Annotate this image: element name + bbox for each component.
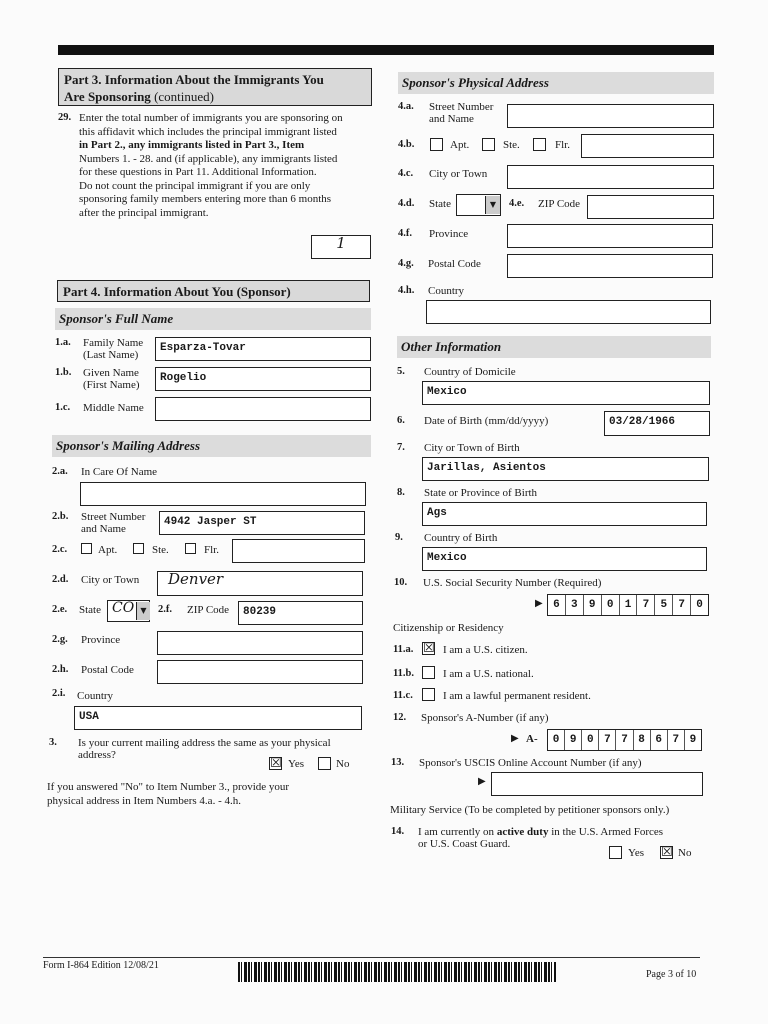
city-birth-label: City or Town of Birth [424, 442, 520, 454]
q29-total-input[interactable]: 1 [311, 235, 371, 259]
part3-heading-rest: (continued) [150, 89, 214, 104]
country-label: Country [77, 690, 114, 702]
state-birth-label: State or Province of Birth [424, 487, 538, 499]
physical-city-input[interactable] [507, 165, 714, 189]
q2e-number: 2.e. [52, 604, 68, 615]
q3-no-checkbox[interactable] [318, 757, 331, 770]
q2h-number: 2.h. [52, 664, 69, 675]
city-label: City or Town [81, 574, 140, 586]
apt-label: Apt. [98, 544, 118, 556]
mailing-city-input[interactable]: Denver [157, 571, 363, 596]
anumber-digit: 8 [634, 730, 651, 750]
anumber-digit: 7 [599, 730, 616, 750]
ssn-digit: 7 [673, 595, 691, 615]
ssn-digit: 0 [602, 595, 620, 615]
q4c-number: 4.c. [398, 168, 414, 179]
physical-city-label: City or Town [429, 168, 488, 180]
anumber-label: Sponsor's A-Number (if any) [421, 712, 549, 724]
q2c-number: 2.c. [52, 544, 68, 555]
q2b-number: 2.b. [52, 511, 69, 522]
q14-line1-bold: active duty [496, 826, 549, 838]
street-label-1: Street Number [81, 511, 146, 523]
physical-street-label-1: Street Number [429, 101, 494, 113]
q3-line1: Is your current mailing address the same as your physical [78, 737, 331, 749]
q10-number: 10. [394, 577, 408, 588]
q29-line: Do not count the principal immigrant if you are only [79, 179, 311, 192]
q5-number: 5. [397, 366, 405, 377]
mailing-address-heading: Sponsor's Mailing Address [52, 435, 371, 457]
mailing-street-input[interactable]: 4942 Jasper ST [159, 511, 365, 535]
physical-zip-label: ZIP Code [538, 198, 581, 210]
part3-heading [58, 68, 372, 106]
mailing-zip-input[interactable]: 80239 [238, 601, 363, 625]
in-care-of-label: In Care Of Name [81, 466, 158, 478]
q4d-number: 4.d. [398, 198, 415, 209]
other-information-heading: Other Information [397, 336, 711, 358]
q6-number: 6. [397, 415, 405, 426]
physical-address-heading: Sponsor's Physical Address [398, 72, 714, 94]
mailing-ste-checkbox[interactable] [133, 543, 144, 554]
full-name-heading: Sponsor's Full Name [55, 308, 371, 330]
q29-line: Enter the total number of immigrants you are sponsoring on [79, 112, 343, 124]
uscis-account-input[interactable] [491, 772, 703, 796]
physical-street-label-2: and Name [429, 113, 474, 125]
anumber-digit: 9 [565, 730, 582, 750]
lpr-checkbox[interactable] [422, 688, 435, 701]
q11a-number: 11.a. [393, 644, 414, 655]
ssn-digit: 1 [620, 595, 638, 615]
city-birth-input[interactable]: Jarillas, Asientos [422, 457, 709, 481]
q29-number: 29. [58, 112, 72, 123]
flr-label: Flr. [204, 544, 219, 556]
physical-street-input[interactable] [507, 104, 714, 128]
q29-line: for these questions in Part 11. Additional Information. [79, 166, 317, 178]
q29-line: sponsoring family members entering more than 6 months [79, 193, 332, 205]
ssn-digit: 7 [637, 595, 655, 615]
q3-line2: address? [78, 749, 116, 761]
physical-province-label: Province [429, 228, 469, 240]
q2f-number: 2.f. [158, 604, 172, 615]
ste-label: Ste. [152, 544, 169, 556]
military-heading: Military Service (To be completed by petitioner sponsors only.) [390, 804, 670, 816]
us-citizen-checkbox[interactable]: ☒ [423, 641, 435, 656]
citizenship-heading: Citizenship or Residency [393, 622, 504, 634]
q4b-number: 4.b. [398, 139, 415, 150]
if-no-instruction-1: If you answered "No" to Item Number 3., provide your [47, 781, 290, 793]
q1c-number: 1.c. [55, 402, 71, 413]
mailing-state-value: CO [112, 600, 135, 616]
given-name-input[interactable]: Rogelio [155, 367, 371, 391]
family-name-input[interactable]: Esparza-Tovar [155, 337, 371, 361]
us-national-checkbox[interactable] [422, 666, 435, 679]
q11b-number: 11.b. [393, 668, 415, 679]
lpr-label: I am a lawful permanent resident. [443, 690, 591, 702]
ssn-digit: 9 [584, 595, 602, 615]
physical-apt-label: Apt. [450, 139, 470, 151]
q14-line1-c: in the U.S. Armed Forces [548, 826, 664, 838]
q29-line: this affidavit which includes the principal immigrant listed [79, 125, 337, 138]
q14-line1-a: I am currently on [418, 826, 497, 838]
family-name-label-1: Family Name [83, 337, 144, 349]
footer-rule [43, 957, 700, 958]
q2d-number: 2.d. [52, 574, 69, 585]
country-birth-label: Country of Birth [424, 532, 498, 544]
arrow-right-icon: ▶ [478, 776, 486, 787]
mailing-province-input[interactable] [157, 631, 363, 655]
street-label [81, 511, 145, 535]
physical-postal-label: Postal Code [428, 258, 481, 270]
q9-number: 9. [395, 532, 403, 543]
us-national-label: I am a U.S. national. [443, 668, 534, 680]
q4e-number: 4.e. [509, 198, 525, 209]
chevron-down-icon[interactable]: ▼ [136, 602, 150, 620]
physical-zip-input[interactable] [587, 195, 714, 219]
q14-yes-label: Yes [628, 847, 645, 859]
state-label: State [79, 604, 101, 616]
q7-number: 7. [397, 442, 405, 453]
part3-heading-line1: Part 3. Information About the Immigrants You [64, 72, 324, 87]
anumber-input[interactable] [547, 729, 702, 751]
ssn-digit: 3 [566, 595, 584, 615]
q1a-number: 1.a. [55, 337, 71, 348]
page-number: Page 3 of 10 [646, 969, 697, 980]
part4-heading: Part 4. Information About You (Sponsor) [57, 280, 370, 302]
mailing-postal-input[interactable] [157, 660, 363, 684]
q3-yes-checkbox[interactable]: ☒ [270, 756, 282, 771]
q4g-number: 4.g. [398, 258, 414, 269]
in-care-of-input[interactable] [80, 482, 366, 506]
q12-number: 12. [393, 712, 407, 723]
state-birth-input[interactable]: Ags [422, 502, 707, 526]
q2a-number: 2.a. [52, 466, 68, 477]
q8-number: 8. [397, 487, 405, 498]
form-edition: Form I-864 Edition 12/08/21 [43, 960, 159, 971]
postal-label: Postal Code [81, 664, 134, 676]
mailing-unit-input[interactable] [232, 539, 365, 563]
family-name-label-2: (Last Name) [83, 349, 139, 361]
q14-no-checkbox[interactable]: ☒ [661, 845, 673, 860]
q3-yes-label: Yes [288, 758, 305, 770]
chevron-down-icon[interactable]: ▼ [485, 196, 500, 214]
mailing-flr-checkbox[interactable] [185, 543, 196, 554]
middle-name-input[interactable] [155, 397, 371, 421]
q29-line: in Part 2., any immigrants listed in Part 3., Item [79, 139, 305, 151]
q11c-number: 11.c. [393, 690, 413, 701]
physical-postal-input[interactable] [507, 254, 713, 278]
q29-text [79, 112, 375, 220]
anumber-digit: 7 [668, 730, 685, 750]
top-rule [58, 45, 714, 55]
q14-yes-checkbox[interactable] [609, 846, 622, 859]
q3-no-label: No [336, 758, 350, 770]
q14-no-label: No [678, 847, 692, 859]
middle-name-label: Middle Name [83, 402, 144, 414]
given-name-label-1: Given Name [83, 367, 139, 379]
q4h-number: 4.h. [398, 285, 415, 296]
family-name-label [83, 337, 143, 361]
physical-street-label [429, 101, 493, 125]
q4a-number: 4.a. [398, 101, 414, 112]
ssn-input[interactable] [547, 594, 709, 616]
dob-input[interactable]: 03/28/1966 [604, 411, 710, 436]
ssn-digit: 5 [655, 595, 673, 615]
physical-country-label: Country [428, 285, 465, 297]
given-name-label-2: (First Name) [83, 379, 140, 391]
q14-number: 14. [391, 826, 405, 837]
q14-line2: or U.S. Coast Guard. [418, 838, 511, 850]
domicile-label: Country of Domicile [424, 366, 516, 378]
physical-flr-label: Flr. [555, 139, 570, 151]
part3-heading-bold: Are Sponsoring [64, 89, 151, 104]
anumber-digit: 9 [689, 734, 697, 746]
physical-ste-label: Ste. [503, 139, 520, 151]
arrow-right-icon: ▶ [511, 733, 519, 744]
province-label: Province [81, 634, 121, 646]
anumber-digit: 6 [651, 730, 668, 750]
ssn-digit: 0 [696, 599, 703, 611]
q29-line: Numbers 1. - 28. and (if applicable), any immigrants listed [79, 152, 338, 165]
country-birth-input[interactable]: Mexico [422, 547, 707, 571]
physical-flr-checkbox[interactable] [533, 138, 546, 151]
barcode [238, 962, 556, 982]
ssn-label: U.S. Social Security Number (Required) [423, 577, 602, 589]
physical-ste-checkbox[interactable] [482, 138, 495, 151]
mailing-country-input[interactable]: USA [74, 706, 362, 730]
anumber-digit: 7 [616, 730, 633, 750]
q2i-number: 2.i. [52, 688, 66, 699]
anumber-digit: 0 [548, 730, 565, 750]
arrow-right-icon: ▶ [535, 598, 543, 609]
domicile-input[interactable]: Mexico [422, 381, 710, 405]
anumber-digit: 0 [582, 730, 599, 750]
zip-label: ZIP Code [187, 604, 230, 616]
given-name-label [83, 367, 140, 391]
q2g-number: 2.g. [52, 634, 68, 645]
street-label-2: and Name [81, 523, 126, 535]
ssn-digit: 6 [548, 595, 566, 615]
if-no-instruction-2: physical address in Item Numbers 4.a. - 4.h. [47, 795, 241, 807]
q1b-number: 1.b. [55, 367, 72, 378]
physical-state-label: State [429, 198, 451, 210]
physical-country-input[interactable] [426, 300, 711, 324]
q29-line: after the principal immigrant. [79, 206, 209, 219]
us-citizen-label: I am a U.S. citizen. [443, 644, 528, 656]
q13-number: 13. [391, 757, 405, 768]
q14-text [418, 826, 663, 850]
dob-label: Date of Birth (mm/dd/yyyy) [424, 415, 549, 427]
q3-number: 3. [49, 737, 57, 748]
physical-province-input[interactable] [507, 224, 713, 248]
physical-apt-checkbox[interactable] [430, 138, 443, 151]
anumber-prefix: A- [526, 733, 538, 745]
q4f-number: 4.f. [398, 228, 412, 239]
mailing-apt-checkbox[interactable] [81, 543, 92, 554]
uscis-label: Sponsor's USCIS Online Account Number (if any) [419, 757, 642, 769]
physical-unit-input[interactable] [581, 134, 714, 158]
